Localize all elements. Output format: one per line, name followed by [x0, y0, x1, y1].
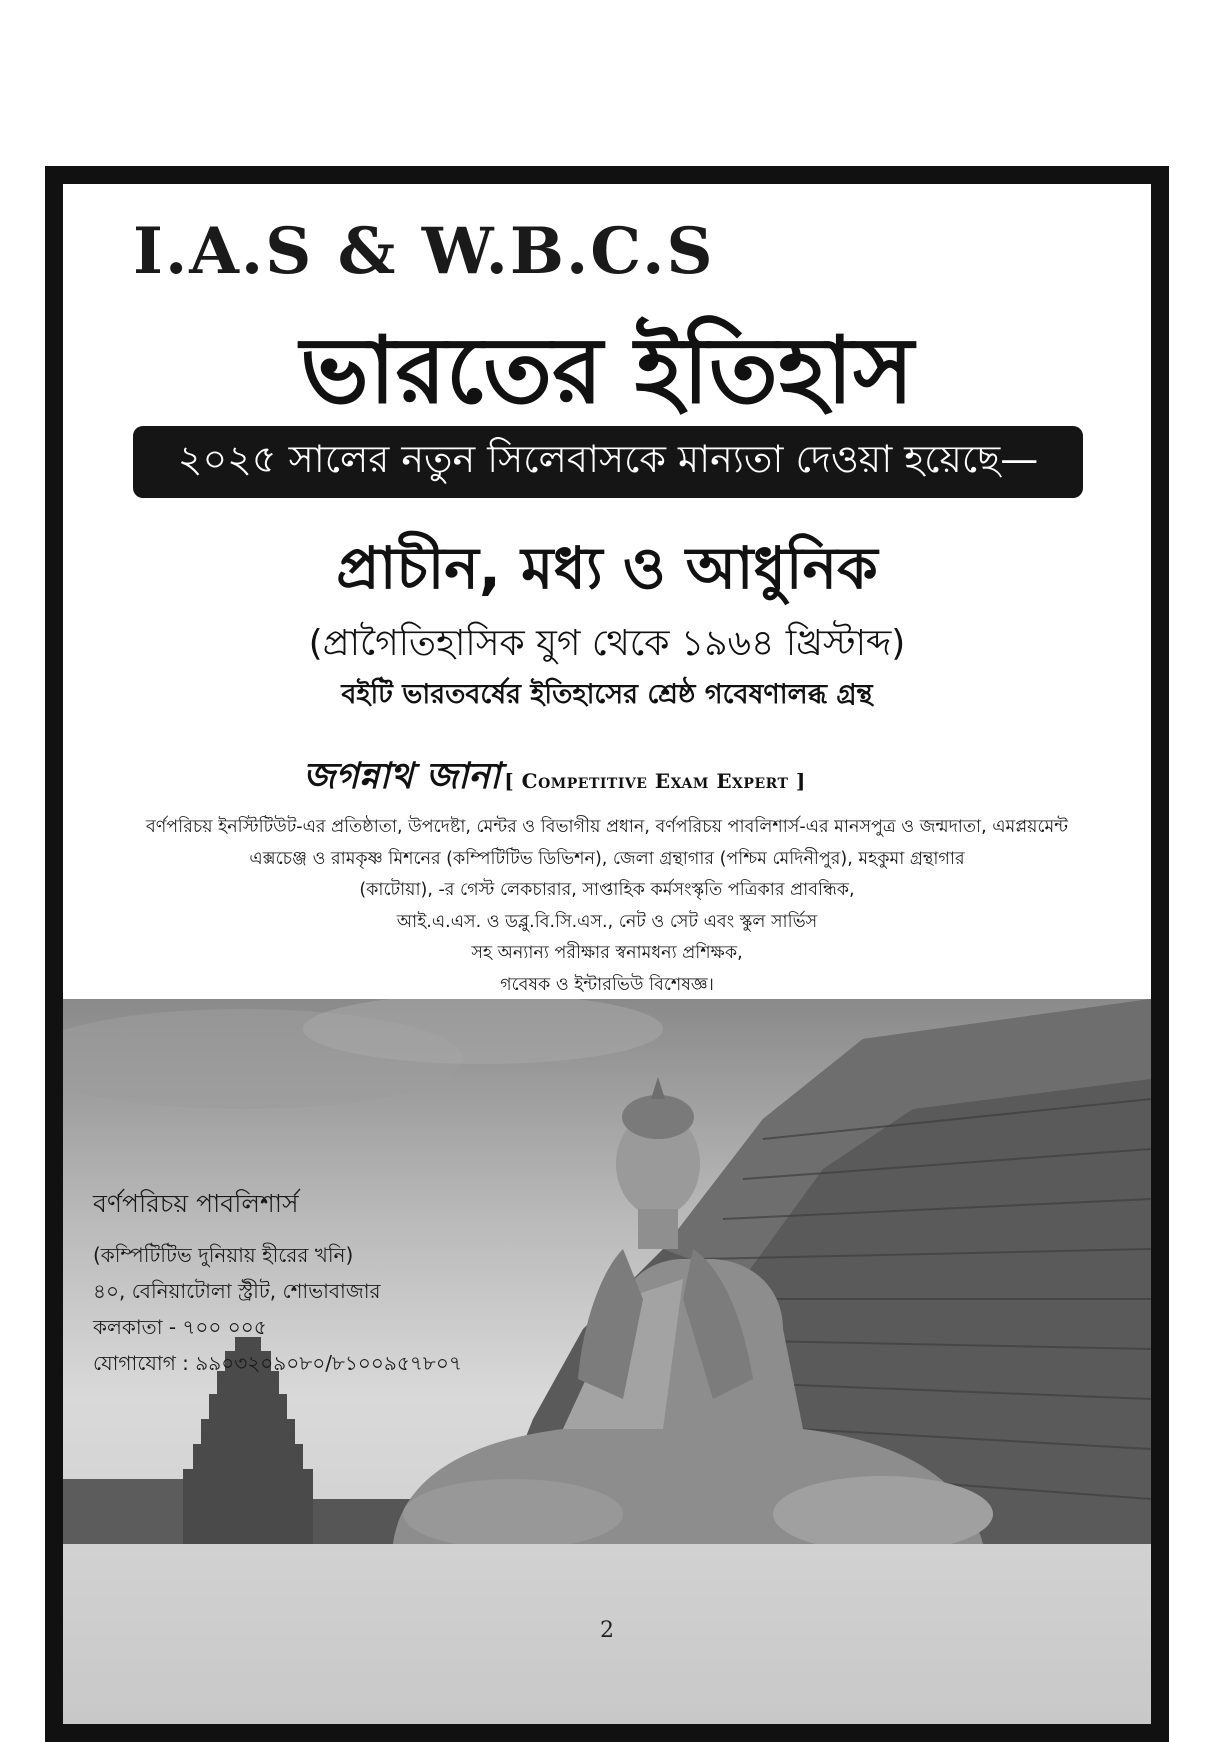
buddha-temple-photo: [63, 999, 1151, 1724]
syllabus-banner: [133, 426, 1083, 498]
bio-line: এক্সচেঞ্জ ও রামকৃষ্ণ মিশনের (কম্পিটিটিভ ডিভিশন), জেলা গ্রন্থাগার (পশ্চিম মেদিনীপুর), মহকুমা গ্রন্থাগার: [249, 848, 965, 869]
publisher-info: [93, 1184, 462, 1381]
bio-line: গবেষক ও ইন্টারভিউ বিশেষজ্ঞ।: [500, 974, 714, 995]
exam-title: I.A.S & W.B.C.S: [133, 214, 715, 289]
book-title: ভারতের ইতিহাস: [300, 317, 914, 424]
publisher-address-line2: কলকাতা - ৭০০ ০০৫: [93, 1315, 267, 1339]
periods-heading: প্রাচীন, মধ্য ও আধুনিক: [336, 534, 878, 602]
publisher-name: বর্ণপরিচয় পাবলিশার্স: [93, 1189, 299, 1218]
cover-inner: [63, 184, 1151, 1724]
publisher-contact: যোগাযোগ : ৯৯০৩২০৯০৮০/৮১০০৯৫৭৮০৭: [93, 1351, 462, 1375]
tagline: বইটি ভারতবর্ষের ইতিহাসের শ্রেষ্ঠ গবেষণালব্ধ গ্রন্থ: [341, 679, 873, 710]
syllabus-note: ২০২৫ সালের নতুন সিলেবাসকে মান্যতা দেওয়া হয়েছে—: [177, 437, 1039, 481]
cover-frame: [45, 166, 1169, 1742]
bio-line: সহ অন্যান্য পরীক্ষার স্বনামধন্য প্রশিক্ষক,: [471, 943, 743, 963]
page-number: 2: [600, 1618, 614, 1643]
bio-line: (কাটোয়া), -র গেস্ট লেকচারার, সাপ্তাহিক কর্মসংস্কৃতি পত্রিকার প্রাবন্ধিক,: [359, 880, 855, 900]
author-bio: [83, 812, 1131, 1001]
publisher-address-line1: ৪০, বেনিয়াটোলা স্ট্রীট, শোভাবাজার: [93, 1279, 381, 1303]
time-range: (প্রাগৈতিহাসিক যুগ থেকে ১৯৬৪ খ্রিস্টাব্দ): [308, 623, 906, 664]
bio-line: বর্ণপরিচয় ইনস্টিটিউট-এর প্রতিষ্ঠাতা, উপদেষ্টা, মেন্টর ও বিভাগীয় প্রধান, বর্ণপরিচয় পাবলিশার্স-এর মানসপুত্র ও জন্মদাতা, এমপ্লয়মেন্ট: [145, 817, 1069, 837]
author-role: [ Competitive Exam Expert ]: [504, 769, 806, 793]
author-line: [303, 749, 806, 809]
publisher-motto: (কম্পিটিটিভ দুনিয়ায় হীরের খনি): [93, 1243, 354, 1267]
author-name: জগন্নাথ জানা: [303, 756, 501, 797]
bio-line: আই.এ.এস. ও ডব্লু.বি.সি.এস., নেট ও সেট এবং স্কুল সার্ভিস: [396, 911, 818, 932]
